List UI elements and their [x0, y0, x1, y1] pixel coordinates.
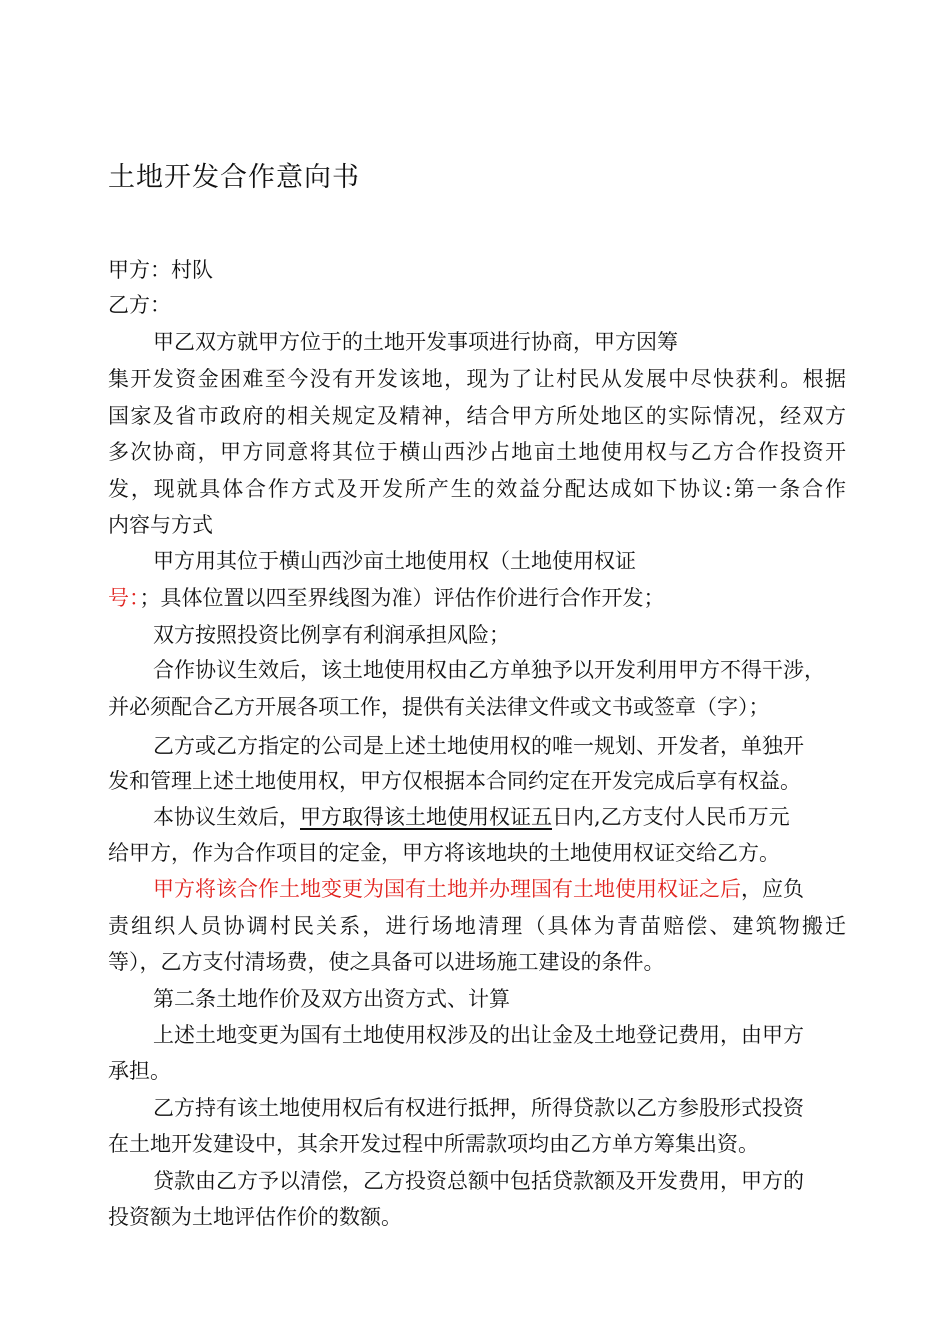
underlined-text: 甲方取得该土地使用权证五 [300, 805, 552, 829]
paragraph-line: 给甲方，作为合作项目的定金，甲方将该地块的土地使用权证交给乙方。 [108, 841, 780, 865]
paragraph-line: 在土地开发建设中，其余开发过程中所需款项均由乙方单方筹集出资。 [108, 1132, 759, 1156]
certificate-number-label: 号： [108, 586, 140, 610]
highlighted-text: 甲方将该合作土地变更为国有土地并办理国有土地使用权证之后 [153, 877, 741, 901]
party-a-line: 甲方：村队 [108, 258, 213, 282]
paragraph-line [153, 802, 790, 832]
paragraph-line: 甲乙双方就甲方位于的土地开发事项进行协商，甲方因筹 [153, 330, 678, 354]
paragraph-line: 国家及省市政府的相关规定及精神，结合甲方所处地区的实际情况，经双方 [108, 404, 846, 428]
paragraph-line [153, 874, 804, 904]
paragraph-line: 乙方持有该土地使用权后有权进行抵押，所得贷款以乙方参股形式投资 [153, 1096, 804, 1120]
paragraph-line: 等），乙方支付清场费，使之具备可以进场施工建设的条件。 [108, 950, 665, 974]
paragraph-text: 本协议生效后， [153, 805, 300, 829]
paragraph-line: 贷款由乙方予以清偿，乙方投资总额中包括贷款额及开发费用，甲方的 [153, 1169, 804, 1193]
paragraph-text: ，应负 [741, 877, 804, 901]
paragraph-line: 乙方或乙方指定的公司是上述土地使用权的唯一规划、开发者，单独开 [153, 734, 804, 758]
paragraph-line [108, 583, 665, 613]
paragraph-line: 多次协商，甲方同意将其位于横山西沙占地亩土地使用权与乙方合作投资开 [108, 440, 846, 464]
paragraph-text: 日内,乙方支付人民币万元 [552, 805, 790, 829]
paragraph-line: 上述土地变更为国有土地使用权涉及的出让金及土地登记费用，由甲方 [153, 1023, 804, 1047]
paragraph-line: 投资额为土地评估作价的数额。 [108, 1205, 402, 1229]
section-heading: 第二条土地作价及双方出资方式、计算 [153, 987, 510, 1011]
paragraph-line: 发和管理上述土地使用权，甲方仅根据本合同约定在开发完成后享有权益。 [108, 769, 801, 793]
paragraph-line: 甲方用其位于横山西沙亩土地使用权（土地使用权证 [153, 549, 636, 573]
party-b-line: 乙方： [108, 293, 171, 317]
paragraph-line: 承担。 [108, 1059, 171, 1083]
paragraph-line: 并必须配合乙方开展各项工作，提供有关法律文件或文书或签章（字）； [108, 695, 770, 719]
paragraph-line: 集开发资金困难至今没有开发该地，现为了让村民从发展中尽快获利。根据 [108, 367, 846, 391]
paragraph-line: 发，现就具体合作方式及开发所产生的效益分配达成如下协议:第一条合作 [108, 477, 846, 501]
paragraph-line: 双方按照投资比例享有利润承担风险； [153, 623, 510, 647]
paragraph-text: ；具体位置以四至界线图为准）评估作价进行合作开发； [139, 586, 665, 610]
paragraph-line: 合作协议生效后，该土地使用权由乙方单独予以开发利用甲方不得干涉， [153, 658, 825, 682]
document-title: 土地开发合作意向书 [108, 162, 360, 193]
paragraph-line: 责组织人员协调村民关系，进行场地清理（具体为青苗赔偿、建筑物搬迁 [108, 914, 846, 938]
paragraph-line: 内容与方式 [108, 513, 213, 537]
